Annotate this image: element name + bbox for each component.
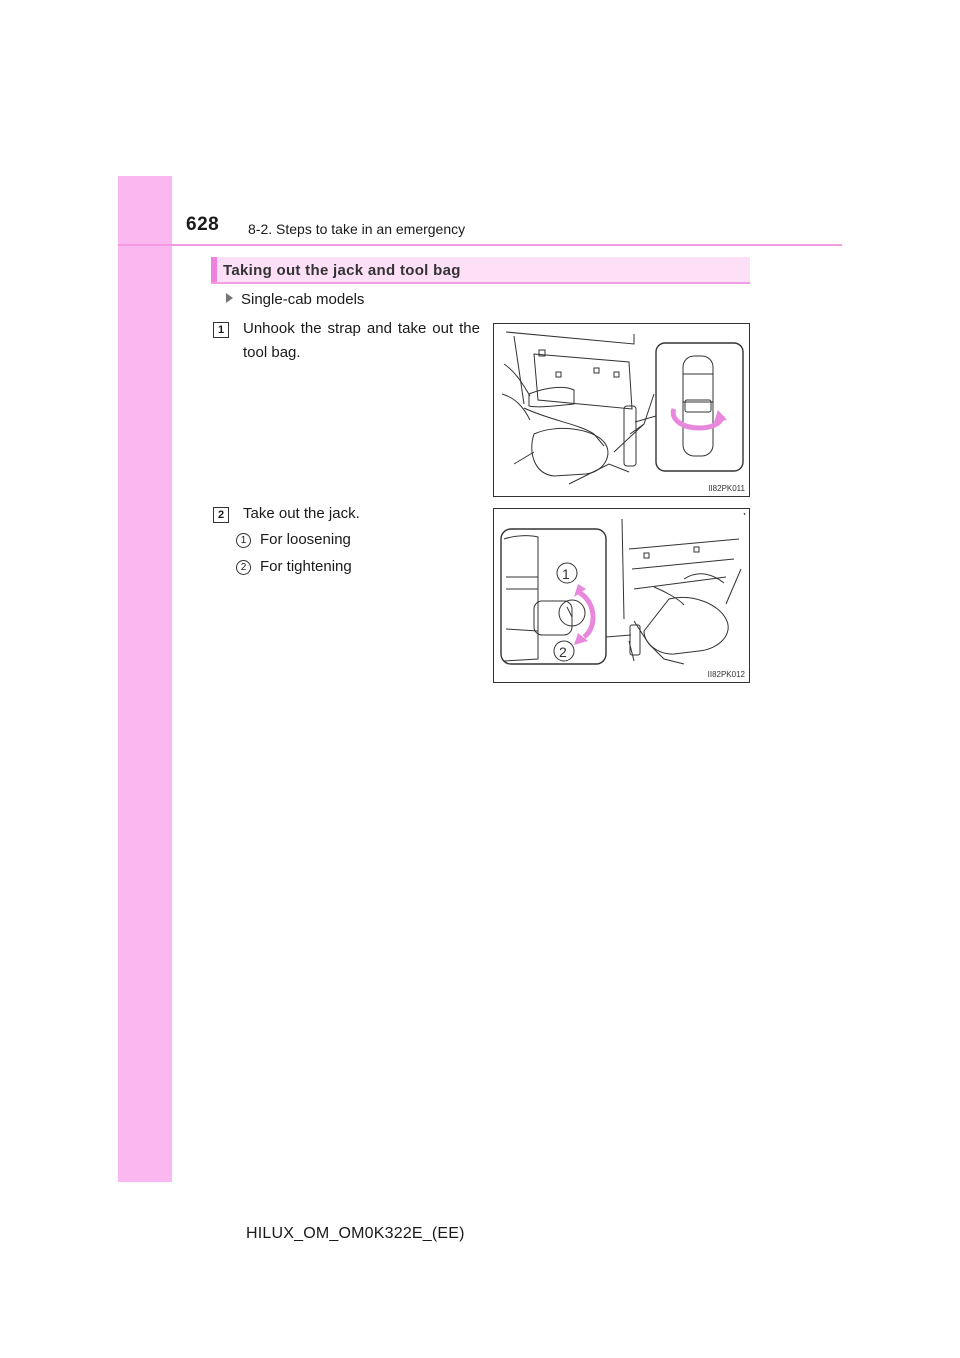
step-1-badge: 1 xyxy=(213,322,229,338)
option-2-badge: 2 xyxy=(236,560,251,575)
page-number: 628 xyxy=(186,214,220,235)
section-heading-bar xyxy=(211,257,750,284)
sub-heading xyxy=(226,291,364,308)
side-tab-band xyxy=(118,176,172,1182)
step-2-text: Take out the jack. xyxy=(243,505,360,522)
header-rule xyxy=(118,244,842,246)
step-2-badge: 2 xyxy=(213,507,229,523)
option-2-text: For tightening xyxy=(260,558,352,575)
jack-figure-code: II82PK012 xyxy=(707,670,745,679)
section-heading: Taking out the jack and tool bag xyxy=(223,262,461,279)
tool-bag-drawing xyxy=(494,324,749,496)
triangle-bullet-icon xyxy=(226,293,233,303)
tool-bag-figure-code: II82PK011 xyxy=(708,484,745,493)
svg-text:2: 2 xyxy=(559,644,567,660)
sub-heading-text: Single-cab models xyxy=(241,291,365,308)
tool-bag-illustration xyxy=(493,323,750,497)
step-1-text: Unhook the strap and take out the tool bag. xyxy=(243,320,480,361)
jack-drawing xyxy=(494,509,749,682)
footer-document-code: HILUX_OM_OM0K322E_(EE) xyxy=(246,1225,465,1242)
svg-text:1: 1 xyxy=(562,566,570,582)
jack-illustration xyxy=(493,508,750,683)
heading-accent xyxy=(211,257,217,282)
option-1-text: For loosening xyxy=(260,531,351,548)
section-title: 8-2. Steps to take in an emergency xyxy=(248,221,466,237)
option-1-badge: 1 xyxy=(236,533,251,548)
